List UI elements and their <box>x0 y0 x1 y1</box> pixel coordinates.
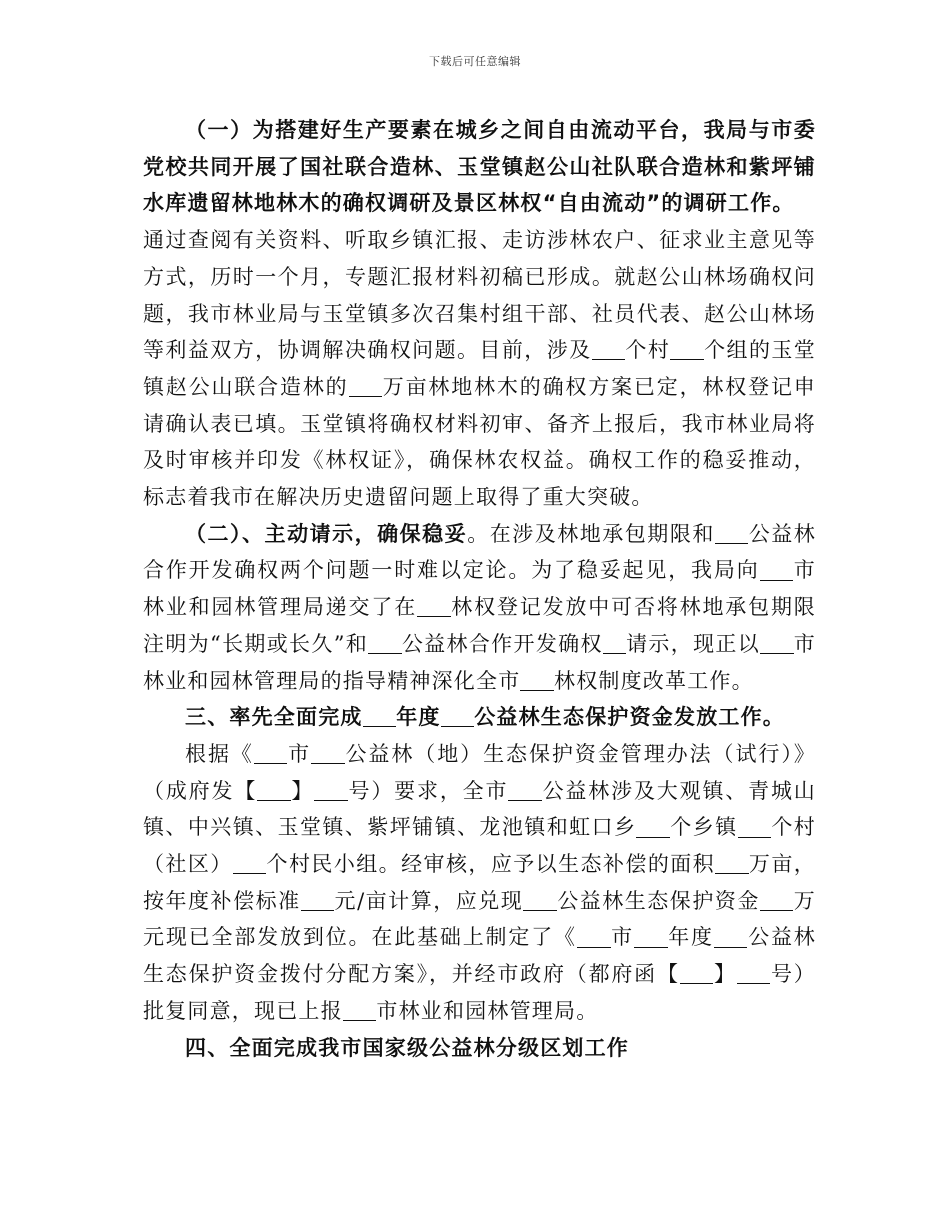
text-run: 万亩林地林木的确权方案已定，林权登记申请确认表已填。玉堂镇将确权材料初审、备齐上报后，我市林业局将及时审核并印发《林权证》，确保林农权益。确权工作的稳妥推动，标志着我市在解决历史遗留问题上取得了重大突破。 <box>143 374 816 510</box>
blank-line <box>301 889 335 911</box>
text-run: 公益林生态保护资金 <box>556 888 760 913</box>
text-run: 个村 <box>625 338 671 363</box>
blank-line <box>760 889 794 911</box>
text-run: 市 <box>287 741 312 766</box>
blank-line <box>254 742 288 764</box>
text-run: 根据《 <box>185 741 254 766</box>
section-three-heading <box>143 699 816 736</box>
text-run: 市林业和园林管理局递交了在 <box>143 558 816 620</box>
blank-line <box>417 595 451 617</box>
section-two-paragraph <box>143 516 816 700</box>
section-four-heading: 四、全面完成我市国家级公益林分级区划工作 <box>185 1035 629 1060</box>
blank-line <box>311 742 345 764</box>
blank-line <box>520 669 554 691</box>
text-run: 万元现已全部发放到位。在此基础上制定了《 <box>143 888 817 950</box>
blank-line <box>634 926 668 948</box>
blank-line <box>715 852 749 874</box>
document-body <box>143 112 816 1066</box>
blank-line <box>603 632 626 654</box>
text-run: 公益林生态保护资金拨付分配方案》，并经市政府（都府函【 <box>143 925 816 987</box>
text-run: 元/亩计算，应兑现 <box>334 888 524 913</box>
blank-line <box>314 779 348 801</box>
text-run: 个乡镇 <box>670 815 738 840</box>
text-run: 市林业和园林管理局。 <box>376 998 599 1023</box>
page-header: 下载后可任意编辑 <box>429 55 521 68</box>
blank-line <box>714 926 748 948</box>
blank-line <box>760 632 794 654</box>
section-one-heading-paragraph: （一）为搭建好生产要素在城乡之间自由流动平台，我局与市委党校共同开展了国社联合造林、玉堂镇赵公山社队联合造林和紫坪铺水库遗留林地林木的确权调研及景区林权“自由流动”的调研工作。 <box>143 118 816 216</box>
blank-line <box>760 559 794 581</box>
text-run: 个村民小组。经审核，应予以生态补偿的面积 <box>266 852 716 877</box>
blank-line <box>737 962 771 984</box>
blank-line <box>233 852 267 874</box>
text-run: 林权制度改革工作。 <box>554 668 754 693</box>
text-run: 林权登记发放中可否将林地承包期限注明为“长期或长久”和 <box>143 595 816 656</box>
text-run: 】 <box>713 962 737 987</box>
text-run: 公益林合作开发确权两个问题一时难以定论。为了稳妥起见，我局向 <box>143 521 816 583</box>
text-run: 公益林（地）生态保护资金管理办法（试行）》（成府发【 <box>143 741 816 803</box>
blank-line <box>349 375 383 397</box>
blank-line <box>738 816 772 838</box>
text-run: 。在涉及林地承包期限和 <box>467 521 715 546</box>
section-three-body-paragraph <box>143 736 816 1030</box>
blank-line <box>577 926 611 948</box>
blank-line <box>715 522 749 544</box>
text-run: 公益林合作开发确权 <box>401 631 603 656</box>
blank-line <box>363 705 397 727</box>
section-two-heading: （二）、主动请示，确保稳妥 <box>185 521 468 546</box>
text-run: 万亩，按年度补偿标准 <box>143 852 816 913</box>
text-run: 三、率先全面完成 <box>185 705 363 730</box>
text-run: 年度 <box>396 705 441 730</box>
blank-line <box>523 889 557 911</box>
text-run: 公益林涉及大观镇、青城山镇、中兴镇、玉堂镇、紫坪铺镇、龙池镇和虹口乡 <box>143 778 816 840</box>
text-run: 个村（社区） <box>143 815 816 877</box>
blank-line <box>257 779 291 801</box>
text-run: 公益林生态保护资金发放工作。 <box>474 705 786 730</box>
blank-line <box>636 816 670 838</box>
blank-line <box>680 962 714 984</box>
section-one-body-paragraph <box>143 222 816 516</box>
text-run: 通过查阅有关资料、听取乡镇汇报、走访涉林农户、征求业主意见等方式，历时一个月，专题汇报材料初稿已形成。就赵公山林场确权问题，我市林业局与玉堂镇多次召集村组干部、社员代表、赵公山林场等利益双方，协调解决确权问题。目前，涉及 <box>143 228 816 363</box>
blank-line <box>670 338 704 360</box>
text-run: 市 <box>610 925 634 950</box>
text-run: 年度 <box>667 925 714 950</box>
blank-line <box>592 338 626 360</box>
text-run: 市林业和园林管理局的指导精神深化全市 <box>143 631 816 693</box>
text-run: 号）要求，全市 <box>347 778 509 803</box>
text-run: 】 <box>290 778 315 803</box>
blank-line <box>368 632 402 654</box>
text-run: 个组的玉堂镇赵公山联合造林的 <box>143 338 817 399</box>
text-run: 请示，现正以 <box>625 631 761 656</box>
blank-line <box>508 779 542 801</box>
blank-line <box>343 999 377 1021</box>
blank-line <box>441 705 475 727</box>
text-run: 号）批复同意，现已上报 <box>143 962 816 1023</box>
